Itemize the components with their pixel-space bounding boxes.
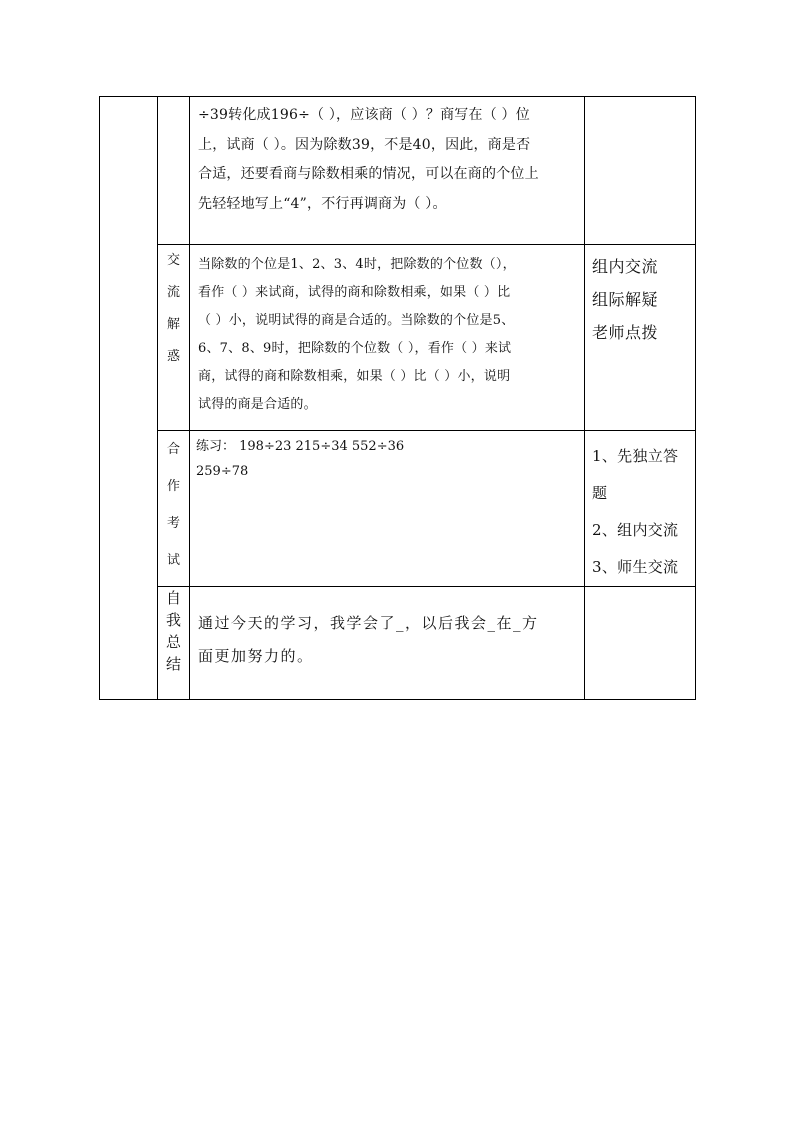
text-line: 看作（ ）来试商，试得的商和除数相乘，如果（ ）比: [198, 285, 511, 300]
text-line: （ ）小，说明试得的商是合适的。当除数的个位是5、: [198, 313, 515, 328]
content-cell-intro: [190, 97, 585, 245]
method-cell-practice: [585, 431, 696, 587]
practice-exercises: [190, 431, 584, 484]
content-cell-practice: [190, 431, 585, 587]
text-line: 先轻轻地写上“4”，不行再调商为（ ）。: [198, 195, 447, 212]
lesson-plan-table: [99, 96, 696, 700]
method-item: 组际解疑: [592, 290, 659, 309]
method-item: 老师点拨: [592, 323, 659, 342]
summary-paragraph: [190, 587, 584, 673]
method-list: [585, 431, 695, 586]
section-cell-empty: [158, 97, 190, 245]
section-label: 合作考试: [166, 442, 180, 568]
method-item: 题: [592, 484, 608, 502]
outer-column-cell: [100, 97, 158, 700]
section-cell-discussion: [158, 245, 190, 431]
text-line: 上，试商（ ）。因为除数39，不是40，因此，商是否: [198, 136, 531, 153]
method-item: 2、组内交流: [592, 521, 679, 539]
section-cell-summary: [158, 587, 190, 700]
method-cell-discussion: [585, 245, 696, 431]
section-label: 交流解惑: [166, 253, 180, 364]
discussion-paragraph: [190, 245, 584, 419]
text-line: 通过今天的学习，我学会了_，以后我会_在_方: [198, 614, 539, 632]
table-row-discussion: [100, 245, 696, 431]
intro-paragraph: [190, 97, 584, 219]
method-list: [585, 245, 695, 349]
method-item: 3、师生交流: [592, 558, 679, 576]
section-label: 自我总结: [165, 589, 181, 673]
method-cell-summary: [585, 587, 696, 700]
text-line: 试得的商是合适的。: [198, 397, 317, 412]
text-line: 当除数的个位是1、2、3、4时，把除数的个位数（），: [198, 257, 516, 272]
table-row-summary: [100, 587, 696, 700]
table-row-practice: [100, 431, 696, 587]
method-item: 1、先独立答: [592, 447, 679, 465]
text-line: 6、7、8、9时，把除数的个位数（ ），看作（ ）来试: [198, 341, 512, 356]
content-cell-summary: [190, 587, 585, 700]
text-line: 商，试得的商和除数相乘，如果（ ）比（ ）小，说明: [198, 369, 511, 384]
text-line: 合适，还要看商与除数相乘的情况，可以在商的个位上: [198, 166, 539, 182]
exercise-line: 练习： 198÷23 215÷34 552÷36: [196, 439, 405, 454]
content-cell-discussion: [190, 245, 585, 431]
text-line: ÷39转化成196÷（ ），应该商（ ）？商写在（ ）位: [198, 107, 530, 123]
method-cell-intro: [585, 97, 696, 245]
exercise-line: 259÷78: [196, 464, 249, 479]
table-row-intro: [100, 97, 696, 245]
section-cell-practice: [158, 431, 190, 587]
text-line: 面更加努力的。: [198, 647, 314, 665]
method-item: 组内交流: [592, 257, 659, 276]
